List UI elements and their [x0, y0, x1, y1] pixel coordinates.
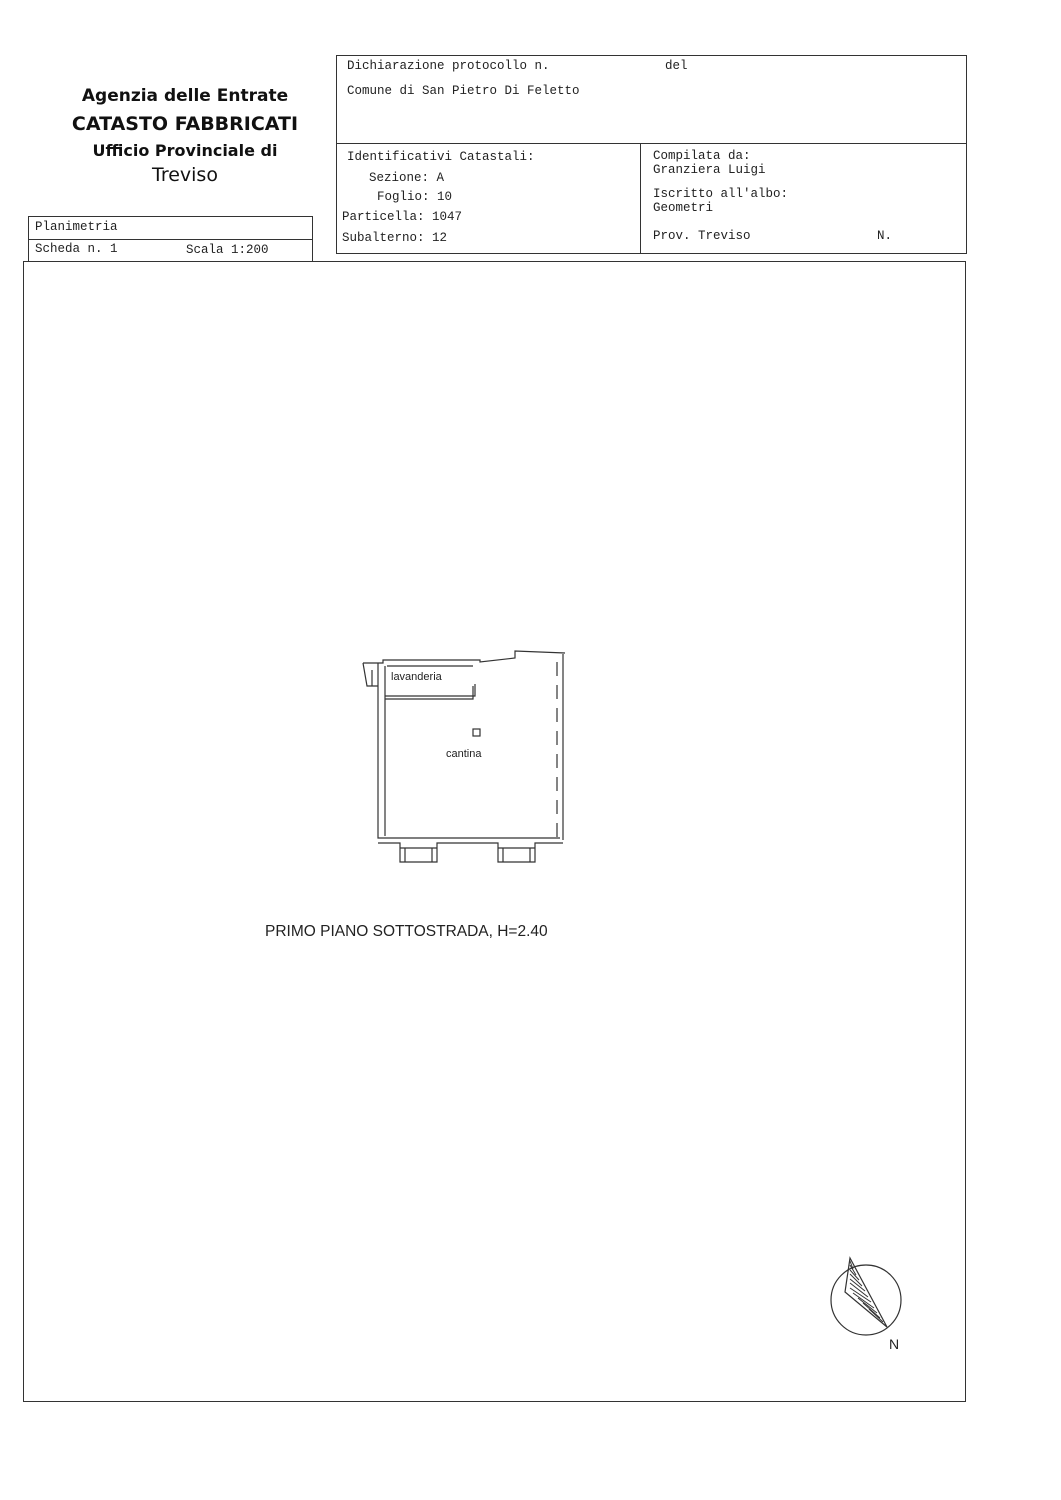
albo-label: Iscritto all'albo:	[653, 187, 789, 201]
identifiers-title: Identificativi Catastali:	[347, 150, 535, 164]
left-step	[363, 663, 378, 686]
identifiers-box	[336, 143, 641, 254]
number-label: N.	[877, 229, 893, 243]
scale-value: Scala 1:200	[186, 243, 269, 257]
sheet-divider	[29, 239, 312, 240]
room-cantina: cantina	[446, 748, 482, 760]
protocol-label: Dichiarazione protocollo n.	[347, 59, 550, 73]
office-label: Ufficio Provinciale di	[92, 141, 278, 160]
bottom-wall-outer	[378, 843, 563, 862]
partition-wall	[385, 684, 475, 699]
column-mark	[473, 729, 480, 736]
top-wall	[363, 651, 565, 663]
compiled-by-label: Compilata da:	[653, 149, 751, 163]
north-label: N	[889, 1336, 900, 1352]
declaration-box	[336, 55, 967, 144]
window-jambs	[405, 848, 530, 862]
office-city: Treviso	[152, 164, 218, 186]
albo-value: Geometri	[653, 201, 714, 215]
particella-value: Particella: 1047	[342, 210, 463, 224]
province-value: Prov. Treviso	[653, 229, 751, 243]
room-lavanderia: lavanderia	[391, 671, 442, 683]
floor-caption: PRIMO PIANO SOTTOSTRADA, H=2.40	[265, 923, 548, 940]
sezione-value: Sezione: A	[369, 171, 445, 185]
subalterno-value: Subalterno: 12	[342, 231, 448, 245]
left-wall-outer	[378, 663, 385, 838]
compiler-name: Granziera Luigi	[653, 163, 766, 177]
compiler-box	[640, 143, 967, 254]
sheet-type: Planimetria	[35, 220, 118, 234]
foglio-value: Foglio: 10	[377, 190, 453, 204]
catasto-title: CATASTO FABBRICATI	[71, 113, 299, 135]
compass-circle	[831, 1265, 901, 1335]
sheet-box	[28, 216, 313, 262]
scheda-number: Scheda n. 1	[35, 242, 118, 256]
comune-label: Comune di San Pietro Di Feletto	[347, 84, 580, 98]
del-label: del	[665, 59, 688, 73]
agency-name: Agenzia delle Entrate	[81, 86, 289, 106]
